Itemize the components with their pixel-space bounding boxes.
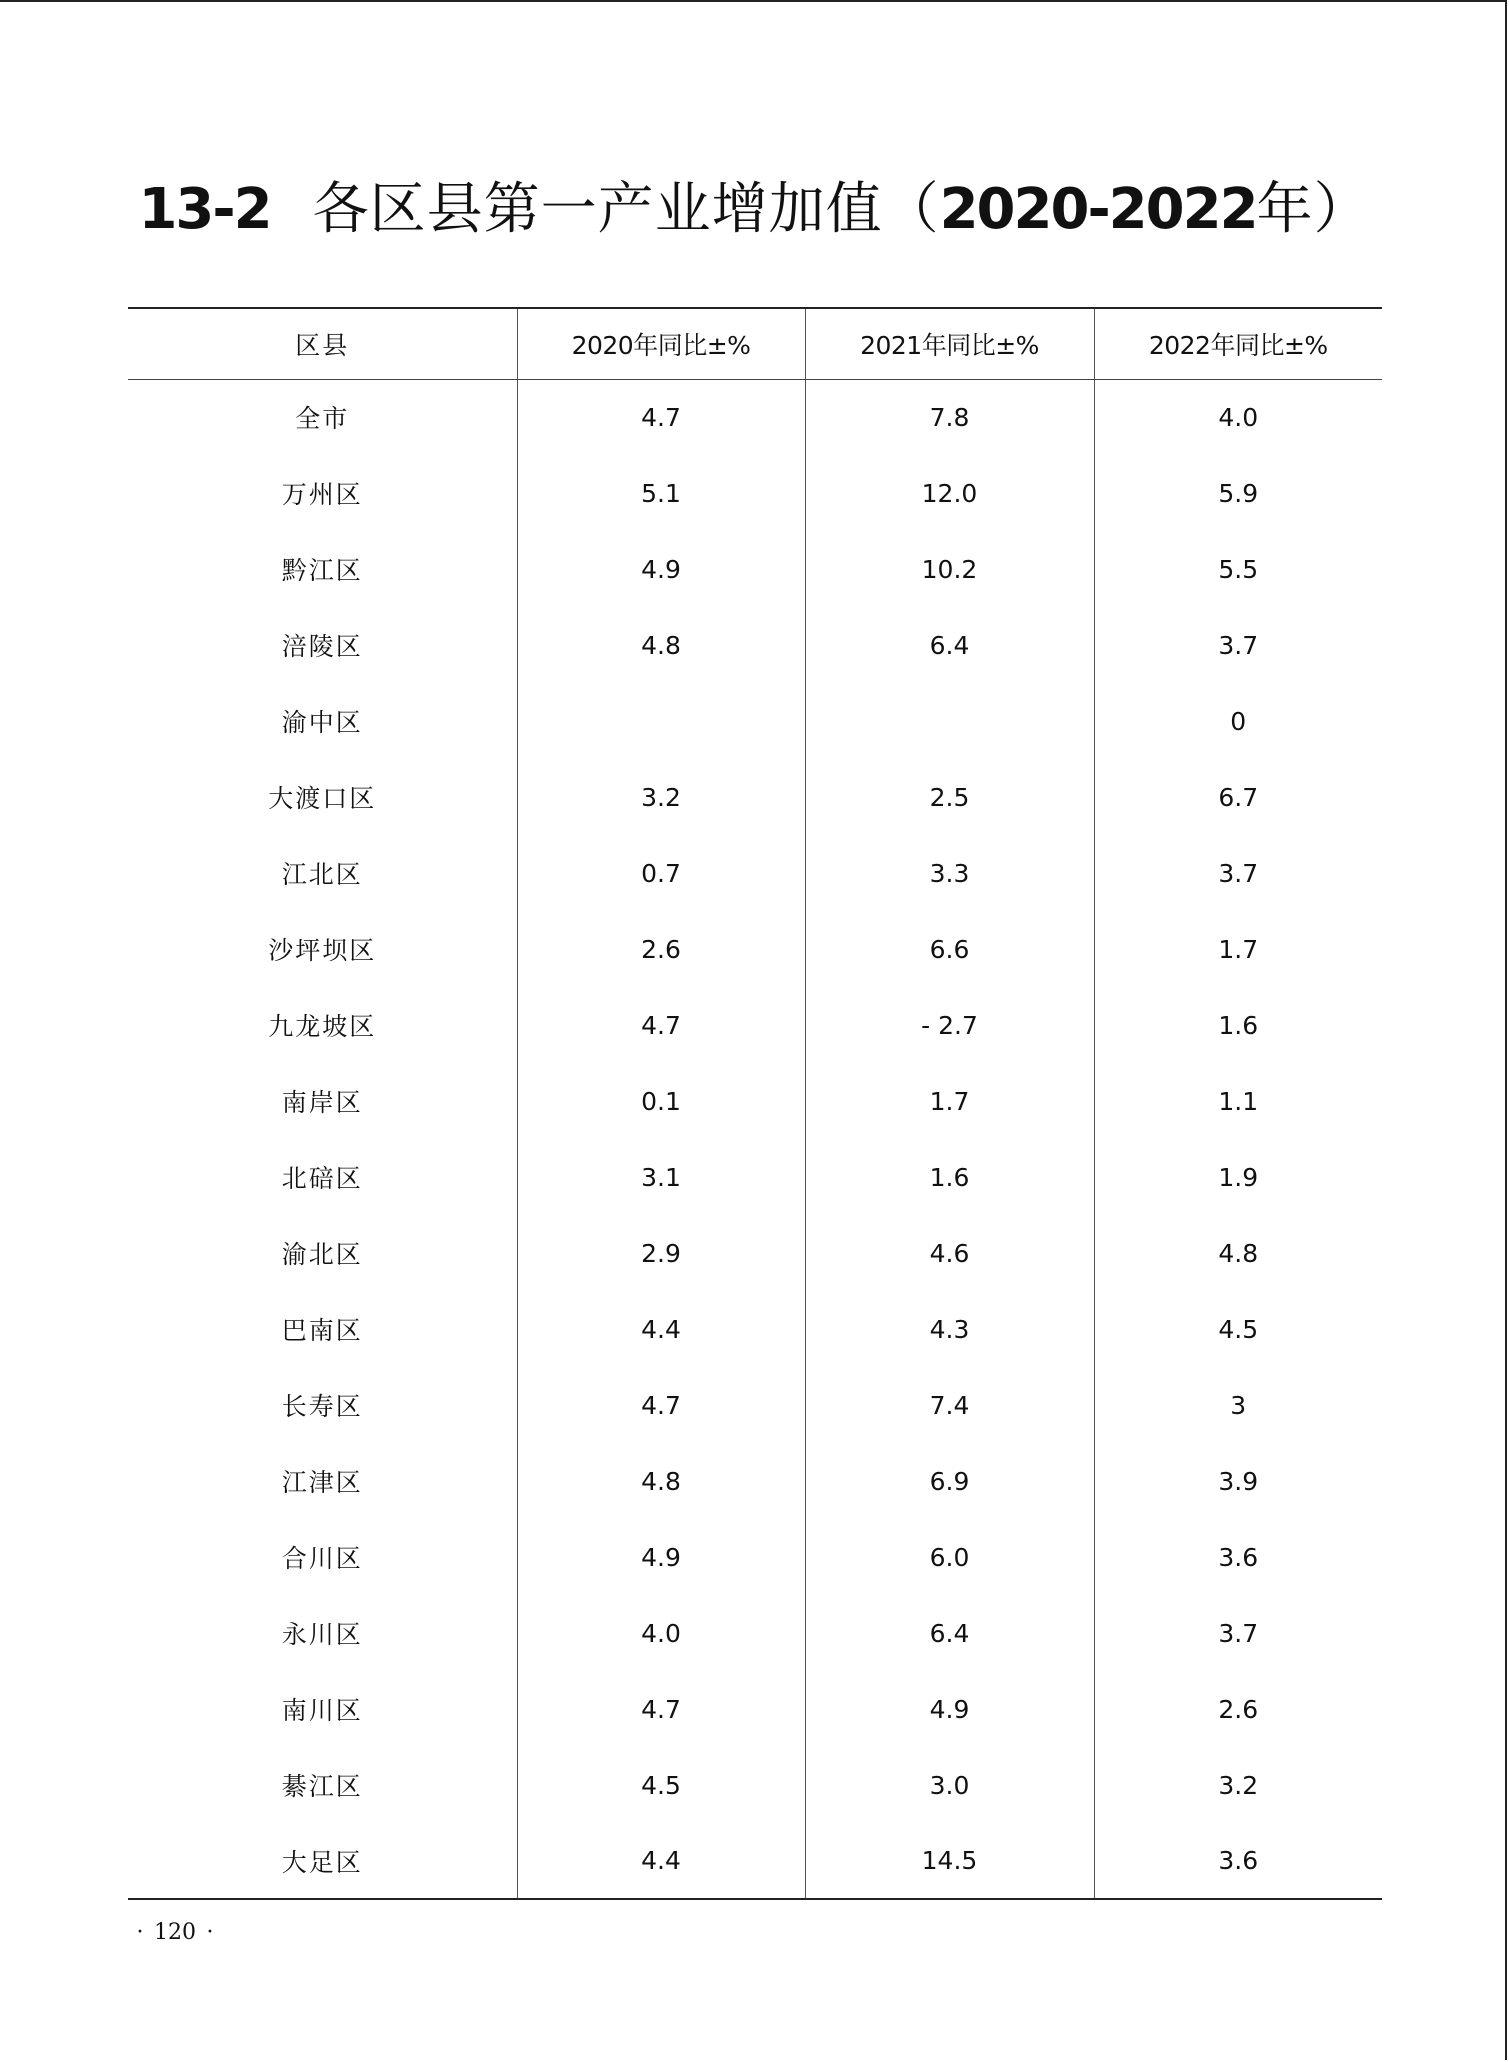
header-row: [128, 308, 1382, 379]
table-number: 13-2: [138, 177, 271, 242]
cell-value-2022: 4.5: [1094, 1291, 1382, 1367]
table-row: [128, 987, 1382, 1063]
cell-value-2021: 10.2: [805, 531, 1094, 607]
cell-value-2020: 4.5: [517, 1747, 805, 1823]
header-district: 区县: [128, 308, 517, 379]
cell-value-2022: 3.6: [1094, 1519, 1382, 1595]
table-row: [128, 1367, 1382, 1443]
table-row: [128, 1747, 1382, 1823]
cell-value-2020: 0.7: [517, 835, 805, 911]
cell-value-2022: 4.8: [1094, 1215, 1382, 1291]
cell-district: 合川区: [281, 1544, 363, 1573]
table-row: [128, 531, 1382, 607]
cell-value-2020: 4.4: [517, 1823, 805, 1899]
cell-value-2020: 4.8: [517, 607, 805, 683]
cell-value-2021: 2.5: [805, 759, 1094, 835]
cell-value-2020: 4.8: [517, 1443, 805, 1519]
cell-value-2022: 1.9: [1094, 1139, 1382, 1215]
cell-value-2020: 4.9: [517, 531, 805, 607]
cell-district: 綦江区: [281, 1772, 363, 1801]
cell-district: 全市: [295, 404, 350, 434]
cell-value-2021: 14.5: [805, 1823, 1094, 1899]
cell-value-2022: 3: [1094, 1367, 1382, 1443]
cell-value-2021: 3.3: [805, 835, 1094, 911]
cell-value-2022: 5.9: [1094, 455, 1382, 531]
cell-value-2022: 1.6: [1094, 987, 1382, 1063]
cell-value-2020: 4.7: [517, 987, 805, 1063]
table-row: [128, 1291, 1382, 1367]
cell-value-2022: 4.0: [1094, 379, 1382, 455]
cell-district: 大渡口区: [268, 784, 377, 813]
title-suffix: 年）: [1256, 177, 1371, 242]
header-2021: 2021年同比±%: [805, 308, 1094, 379]
cell-district: 沙坪坝区: [268, 936, 377, 965]
cell-value-2022: 3.7: [1094, 1595, 1382, 1671]
table-row: [128, 1671, 1382, 1747]
table-row: [128, 379, 1382, 455]
cell-value-2021: 6.4: [805, 1595, 1094, 1671]
cell-value-2020: 2.9: [517, 1215, 805, 1291]
cell-district: 九龙坡区: [268, 1012, 377, 1041]
table-row: [128, 911, 1382, 987]
cell-value-2021: 6.6: [805, 911, 1094, 987]
cell-value-2022: 2.6: [1094, 1671, 1382, 1747]
cell-district: 涪陵区: [281, 632, 363, 661]
cell-district: 江北区: [281, 860, 363, 889]
title-years: 2020-2022: [939, 177, 1257, 242]
table-row: [128, 759, 1382, 835]
cell-district: 渝北区: [281, 1240, 363, 1269]
cell-value-2021: 1.7: [805, 1063, 1094, 1139]
table-row: [128, 1519, 1382, 1595]
cell-value-2020: 4.7: [517, 1367, 805, 1443]
cell-district: 渝中区: [281, 708, 363, 737]
cell-district: 南川区: [281, 1696, 363, 1725]
cell-value-2022: 5.5: [1094, 531, 1382, 607]
header-2022: 2022年同比±%: [1094, 308, 1382, 379]
cell-value-2022: 1.1: [1094, 1063, 1382, 1139]
table-row: [128, 607, 1382, 683]
table-row: [128, 1595, 1382, 1671]
cell-district: 南岸区: [281, 1088, 363, 1117]
table-body: [128, 379, 1382, 1899]
cell-value-2021: 3.0: [805, 1747, 1094, 1823]
table-row: [128, 835, 1382, 911]
cell-value-2021: 12.0: [805, 455, 1094, 531]
cell-value-2020: 0.1: [517, 1063, 805, 1139]
cell-value-2021: - 2.7: [805, 987, 1094, 1063]
table-row: [128, 455, 1382, 531]
footer-dot-left: ·: [136, 1920, 144, 1945]
cell-value-2020: 4.9: [517, 1519, 805, 1595]
cell-value-2021: 4.6: [805, 1215, 1094, 1291]
cell-district: 万州区: [281, 480, 363, 509]
cell-value-2020: 5.1: [517, 455, 805, 531]
cell-district: 北碚区: [281, 1164, 363, 1193]
cell-district: 大足区: [128, 1823, 517, 1899]
cell-value-2022: 3.9: [1094, 1443, 1382, 1519]
table-row: [128, 1823, 1382, 1899]
cell-value-2022: 1.7: [1094, 911, 1382, 987]
cell-value-2021: 4.9: [805, 1671, 1094, 1747]
table-row: [128, 1215, 1382, 1291]
cell-district: 长寿区: [281, 1392, 363, 1421]
header-2020: 2020年同比±%: [517, 308, 805, 379]
cell-value-2020: 4.7: [517, 379, 805, 455]
cell-value-2022: 3.6: [1094, 1823, 1382, 1899]
table-row: [128, 1063, 1382, 1139]
table-row: [128, 1443, 1382, 1519]
cell-value-2021: 4.3: [805, 1291, 1094, 1367]
footer-dot-right: ·: [206, 1920, 214, 1945]
cell-value-2022: 3.7: [1094, 835, 1382, 911]
cell-value-2021: 6.0: [805, 1519, 1094, 1595]
cell-value-2022: 3.7: [1094, 607, 1382, 683]
data-table: [128, 307, 1382, 1900]
cell-value-2022: 3.2: [1094, 1747, 1382, 1823]
cell-district: 永川区: [281, 1620, 363, 1649]
cell-value-2021: 6.9: [805, 1443, 1094, 1519]
cell-value-2022: 0: [1094, 683, 1382, 759]
title-text: 各区县第一产业增加值（: [312, 177, 940, 242]
cell-district: 黔江区: [281, 556, 363, 585]
table-row: [128, 683, 1382, 759]
cell-value-2020: 4.7: [517, 1671, 805, 1747]
cell-value-2020: [517, 683, 805, 759]
cell-value-2021: 7.8: [805, 379, 1094, 455]
cell-value-2020: 4.4: [517, 1291, 805, 1367]
cell-value-2021: 7.4: [805, 1367, 1094, 1443]
cell-district: 巴南区: [281, 1316, 363, 1345]
page-title: [0, 175, 1509, 245]
cell-value-2021: [805, 683, 1094, 759]
cell-value-2021: 6.4: [805, 607, 1094, 683]
cell-value-2020: 4.0: [517, 1595, 805, 1671]
cell-district: 江津区: [281, 1468, 363, 1497]
cell-value-2020: 2.6: [517, 911, 805, 987]
cell-value-2020: 3.2: [517, 759, 805, 835]
table-row: [128, 1139, 1382, 1215]
cell-value-2022: 6.7: [1094, 759, 1382, 835]
page-footer: [126, 1920, 224, 1945]
cell-value-2020: 3.1: [517, 1139, 805, 1215]
cell-value-2021: 1.6: [805, 1139, 1094, 1215]
page-number: 120: [154, 1920, 196, 1945]
